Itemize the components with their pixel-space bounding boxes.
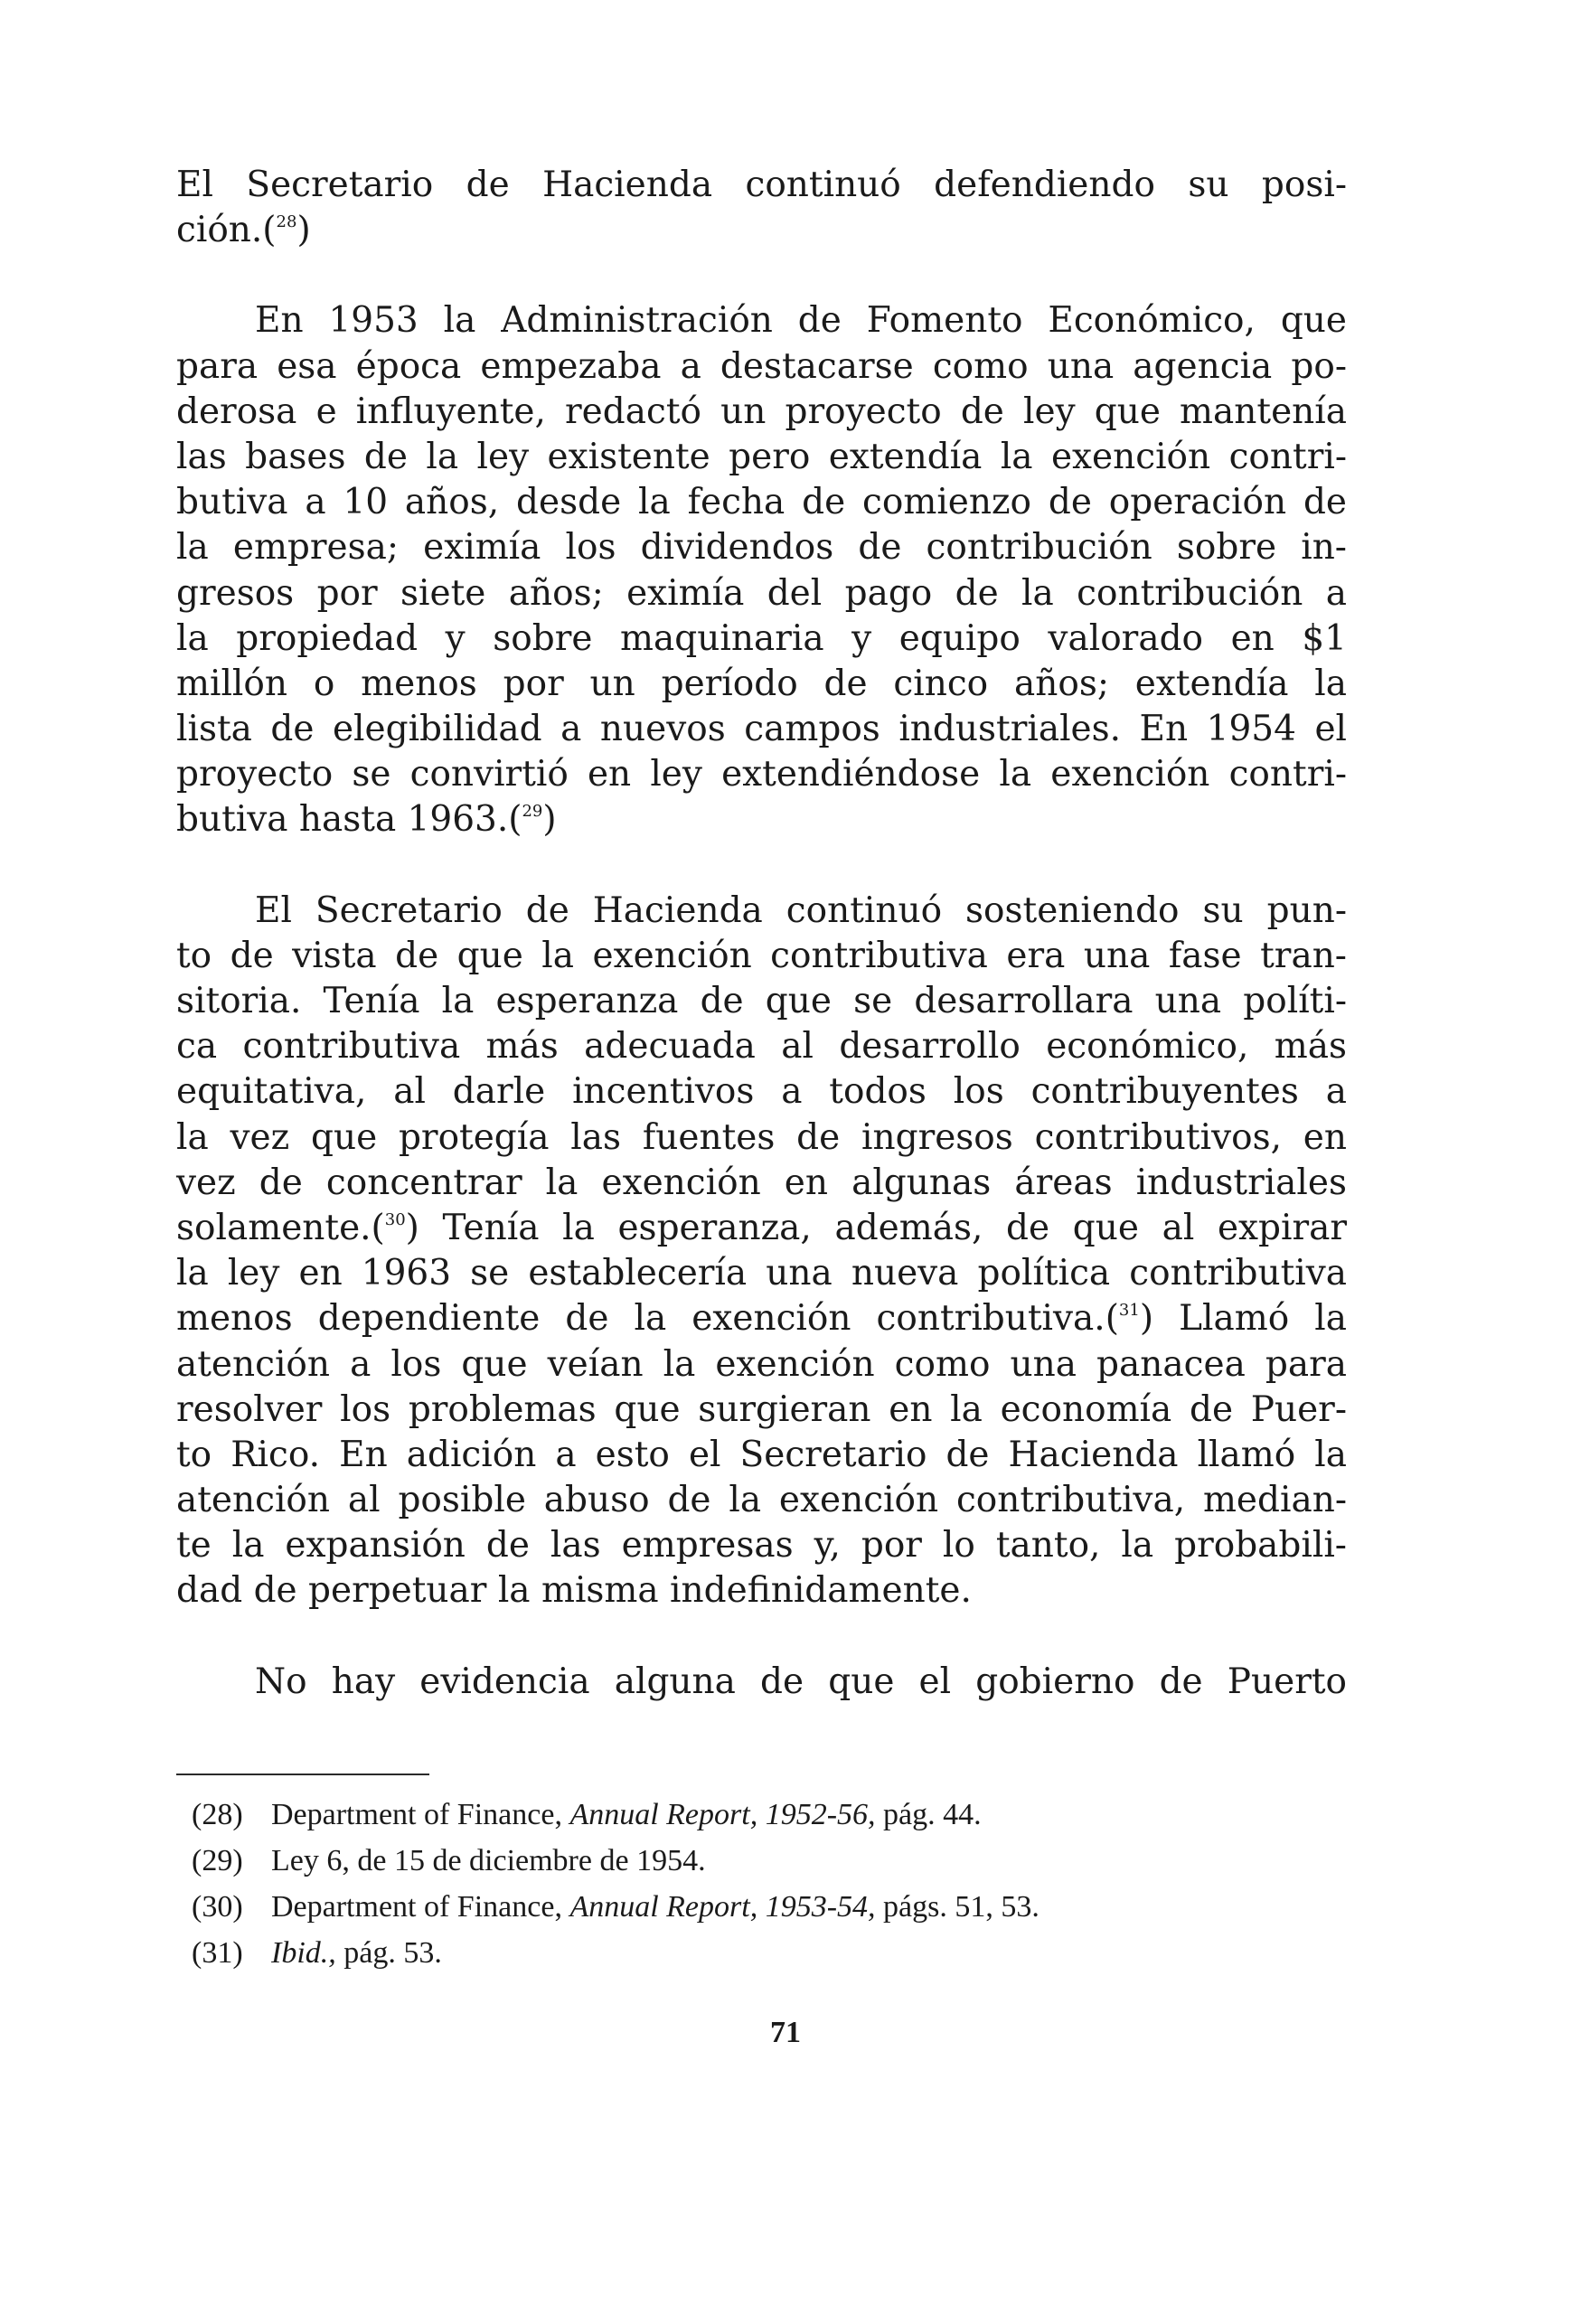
paragraph xyxy=(176,163,1347,253)
text-line: millón o menos por un período de cinco años; extendía la xyxy=(176,663,1347,704)
text-line: El Secretario de Hacienda continuó sosteniendo su pun- xyxy=(255,889,1347,931)
footnote-29: (29) Ley 6, de 15 de diciembre de 1954. xyxy=(192,1844,706,1877)
text-line: to Rico. En adición a esto el Secretario de Hacienda llamó la xyxy=(176,1434,1347,1475)
footnote-ref: 31 xyxy=(1118,1301,1140,1321)
text-line: butiva hasta 1963.($^{29}$) xyxy=(176,799,557,841)
text-line: dad de perpetuar la misma indefinidamente. xyxy=(176,1570,972,1612)
text-line: la empresa; eximía los dividendos de contribución sobre in- xyxy=(176,527,1347,569)
footnote-ref: 29 xyxy=(522,802,543,822)
text-line: ción.($^{28}$) xyxy=(176,210,311,251)
text-line: equitativa, al darle incentivos a todos los contribuyentes a xyxy=(176,1071,1347,1113)
body-text xyxy=(176,163,1347,1705)
text-line: atención al posible abuso de la exención contributiva, median- xyxy=(176,1480,1347,1521)
text-line: la ley en 1963 se establecería una nueva política contributiva xyxy=(176,1253,1347,1294)
text-line: menos dependiente de la exención contributiva.($^{31}$) Llamó la xyxy=(176,1298,1347,1340)
footnote-28: (28) Department of Finance, Annual Report, 1952-56, pág. 44. xyxy=(192,1798,982,1831)
text-line: te la expansión de las empresas y, por lo tanto, la probabili- xyxy=(176,1525,1347,1567)
text-line: ca contributiva más adecuada al desarrollo económico, más xyxy=(176,1026,1347,1068)
text-line: gresos por siete años; eximía del pago de la contribución a xyxy=(176,572,1347,614)
text-line: la vez que protegía las fuentes de ingresos contributivos, en xyxy=(176,1116,1347,1158)
footnote-ref: 30 xyxy=(384,1209,406,1229)
text-line: butiva a 10 años, desde la fecha de comienzo de operación de xyxy=(176,482,1347,523)
paragraph xyxy=(176,1660,1347,1705)
text-line: solamente.($^{30}$) Tenía la esperanza, además, de que al expirar xyxy=(176,1207,1347,1248)
text-line: sitoria. Tenía la esperanza de que se desarrollara una políti- xyxy=(176,981,1347,1021)
footnote-ref: 28 xyxy=(276,212,297,232)
text-line: En 1953 la Administración de Fomento Económico, que xyxy=(255,300,1347,342)
footnote-31: (31) Ibid., pág. 53. xyxy=(192,1936,442,1970)
text-line: El Secretario de Hacienda continuó defendiendo su posi- xyxy=(176,165,1347,205)
text-line: las bases de la ley existente pero extendía la exención contri- xyxy=(176,436,1347,477)
text-line: la propiedad y sobre maquinaria y equipo valorado en $1 xyxy=(176,617,1347,659)
text-line: No hay evidencia alguna de que el gobierno de Puerto xyxy=(255,1661,1347,1702)
page-number: 71 xyxy=(770,2016,801,2049)
text-line: resolver los problemas que surgieran en la economía de Puer- xyxy=(176,1388,1347,1430)
text-line: lista de elegibilidad a nuevos campos industriales. En 1954 el xyxy=(176,709,1347,750)
footnote-divider xyxy=(176,1774,429,1775)
text-line: proyecto se convirtió en ley extendiéndose la exención contri- xyxy=(176,754,1347,795)
text-line: to de vista de que la exención contributiva era una fase tran- xyxy=(176,935,1347,976)
paragraph xyxy=(176,889,1347,1614)
text-line: para esa época empezaba a destacarse como una agencia po- xyxy=(176,345,1347,387)
text-line: derosa e influyente, redactó un proyecto de ley que mantenía xyxy=(176,390,1347,432)
text-line: vez de concentrar la exención en algunas áreas industriales xyxy=(176,1162,1347,1203)
paragraph xyxy=(176,298,1347,842)
text-line: atención a los que veían la exención como una panacea para xyxy=(176,1343,1347,1385)
footnotes xyxy=(192,1792,1349,1976)
footnote-30: (30) Department of Finance, Annual Report, 1953-54, págs. 51, 53. xyxy=(192,1890,1039,1924)
